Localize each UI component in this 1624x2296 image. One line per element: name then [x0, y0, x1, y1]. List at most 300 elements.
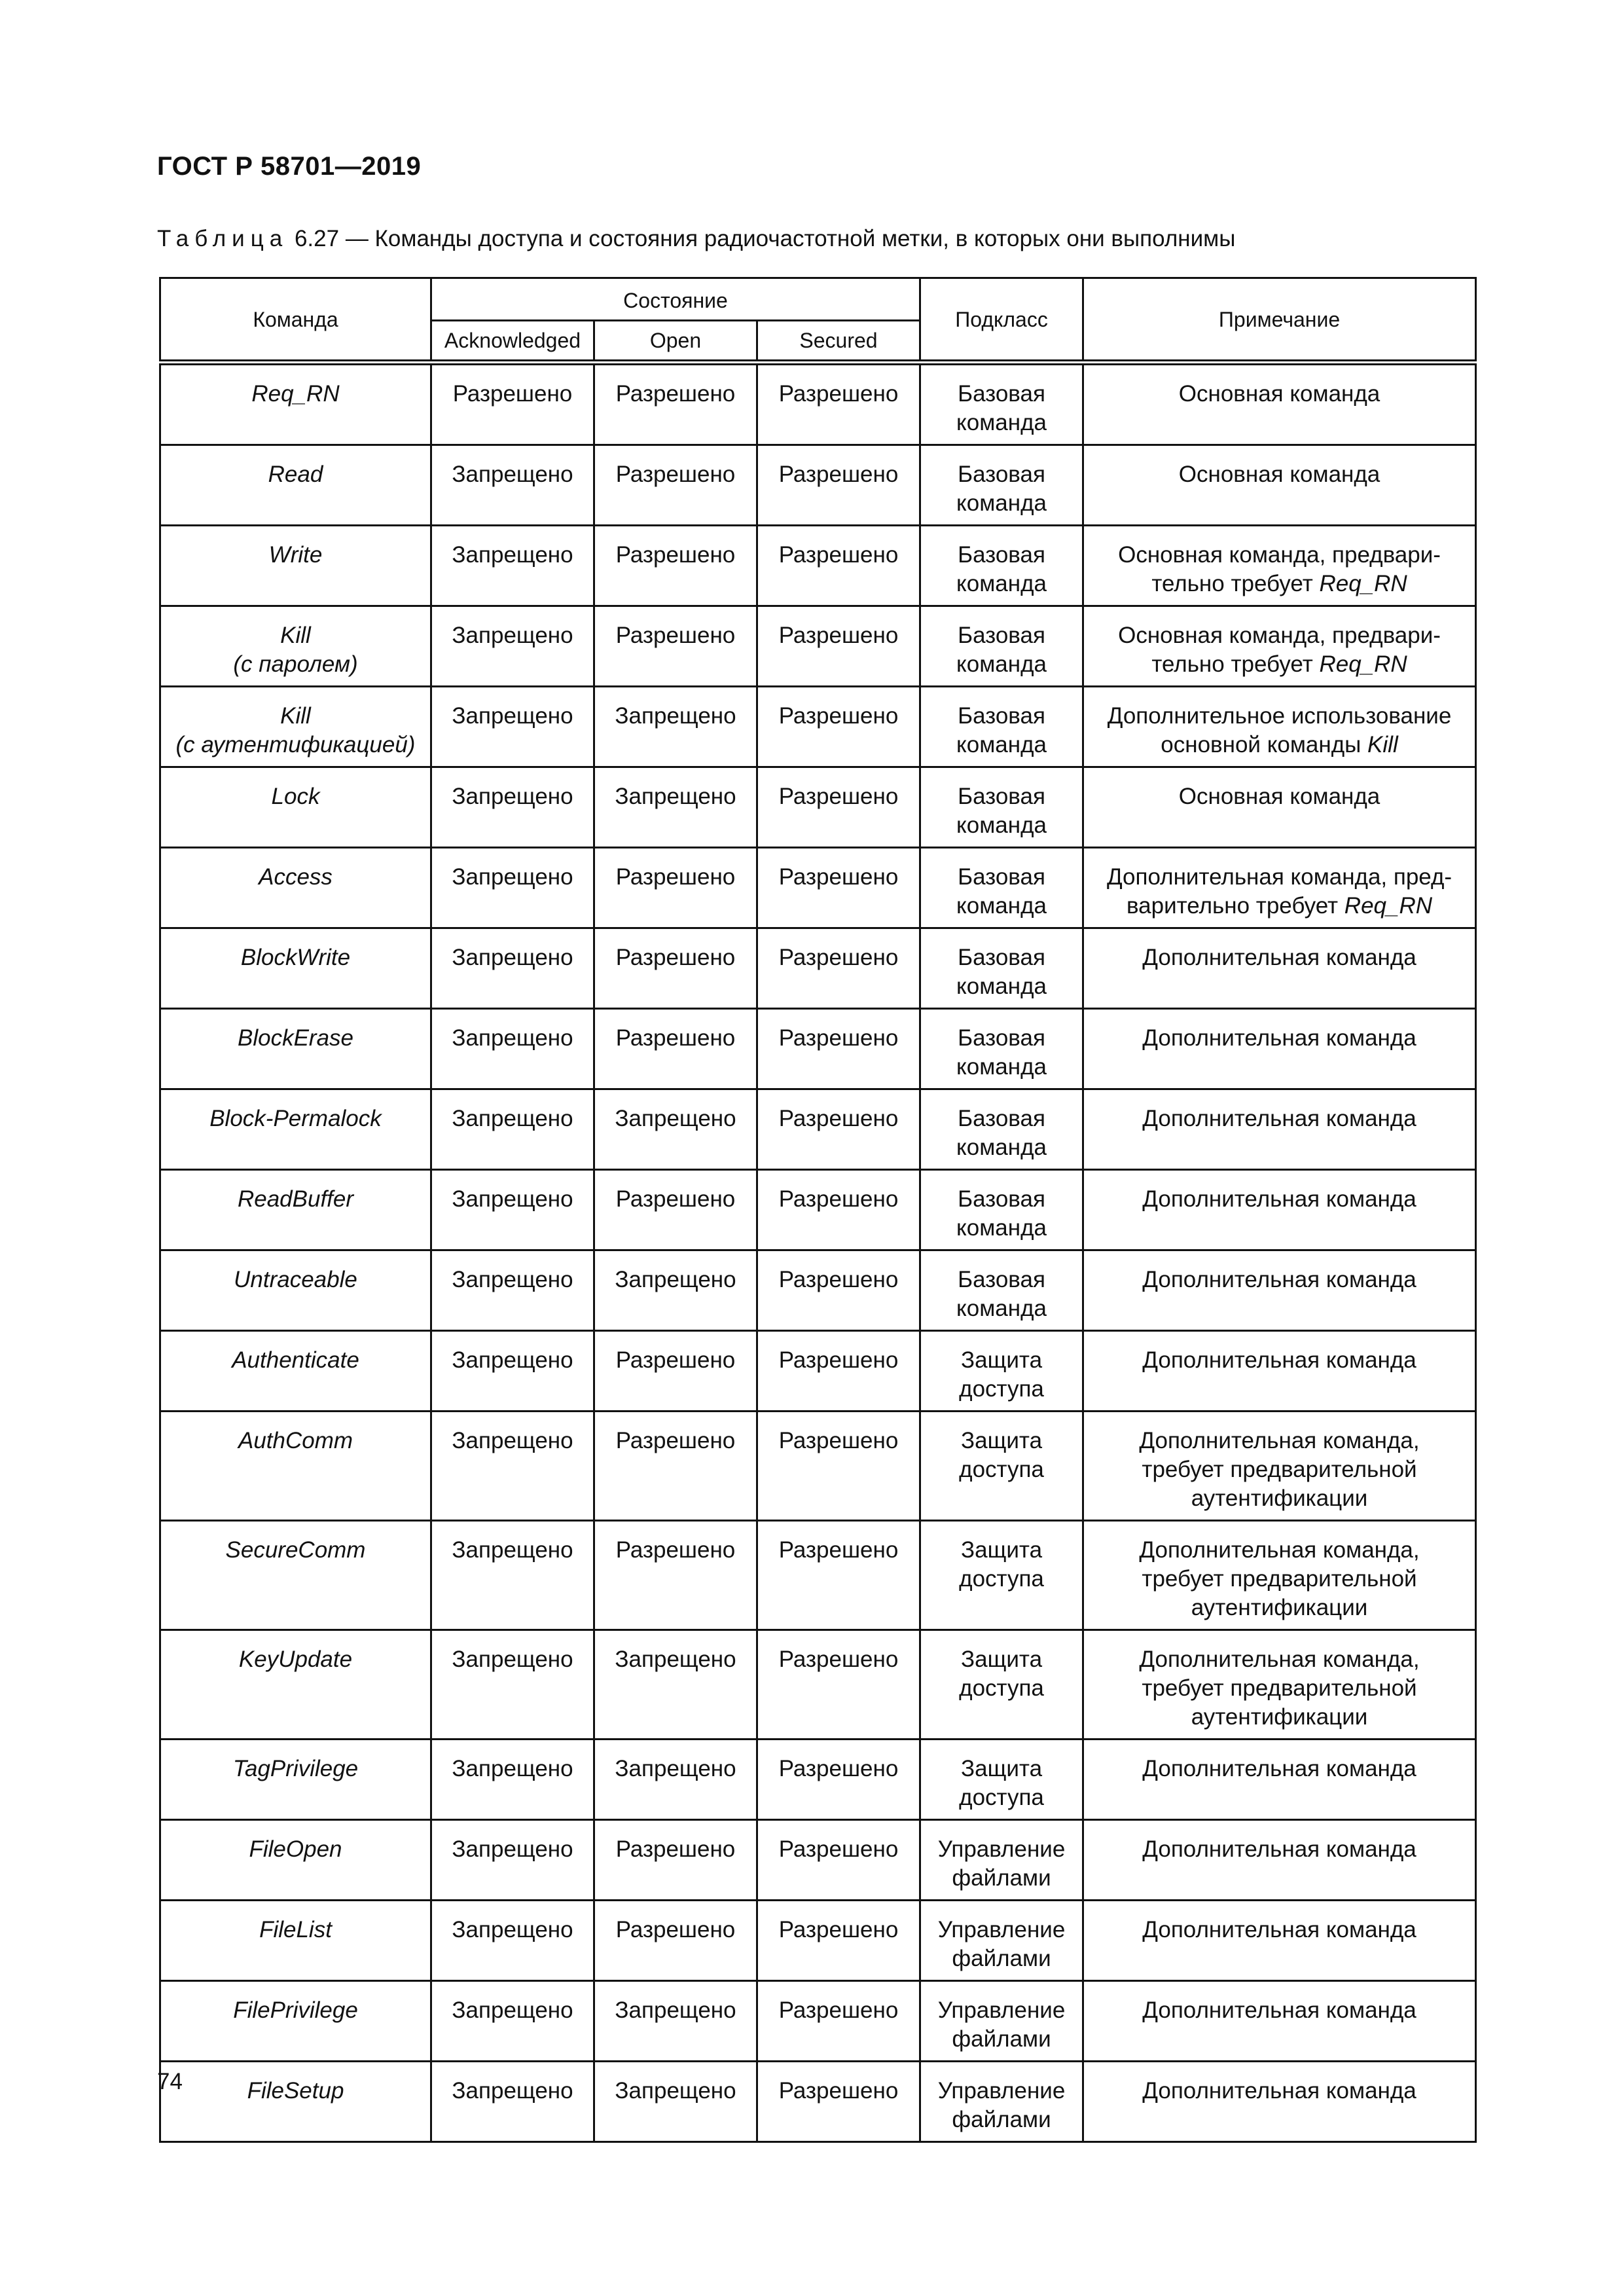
command-name: Read — [268, 462, 323, 487]
note-command-ref: Req_RN — [1344, 893, 1433, 919]
cell-open — [594, 1170, 757, 1250]
command-name: ReadBuffer — [237, 1186, 354, 1212]
cell-secured — [757, 848, 920, 928]
subclass-line: файлами — [952, 1865, 1051, 1891]
cell-secured — [757, 1089, 920, 1170]
cell-open — [594, 1981, 757, 2062]
cell-subclass — [920, 2062, 1083, 2142]
state-value: Разрешено — [615, 864, 736, 890]
command-qualifier: (с аутентификацией) — [175, 732, 416, 757]
cell-open — [594, 1521, 757, 1630]
cell-command — [160, 1820, 431, 1901]
cell-open — [594, 1740, 757, 1820]
cell-subclass — [920, 1740, 1083, 1820]
subclass-line: доступа — [959, 1675, 1044, 1701]
cell-note — [1083, 1521, 1476, 1630]
state-value: Разрешено — [778, 784, 899, 809]
cell-open — [594, 445, 757, 526]
cell-acknowledged — [431, 1740, 594, 1820]
state-value: Разрешено — [615, 1836, 736, 1862]
cell-command — [160, 1009, 431, 1089]
subclass-line: Базовая — [958, 1106, 1045, 1131]
cell-note — [1083, 363, 1476, 445]
cell-command — [160, 1740, 431, 1820]
cell-acknowledged — [431, 767, 594, 848]
note-line: Основная команда, предвари- — [1118, 542, 1441, 568]
cell-acknowledged — [431, 848, 594, 928]
cell-open — [594, 526, 757, 606]
note-line: Дополнительная команда — [1142, 1347, 1416, 1373]
header-secured: Secured — [757, 321, 920, 363]
cell-subclass — [920, 1331, 1083, 1412]
cell-note — [1083, 1331, 1476, 1412]
subclass-line: команда — [956, 812, 1047, 838]
table-row — [160, 848, 1476, 928]
cell-subclass — [920, 1412, 1083, 1521]
cell-subclass — [920, 1521, 1083, 1630]
subclass-line: команда — [956, 732, 1047, 757]
state-value: Разрешено — [778, 381, 899, 407]
cell-note — [1083, 445, 1476, 526]
cell-subclass — [920, 1170, 1083, 1250]
state-value: Запрещено — [452, 2078, 573, 2104]
state-value: Запрещено — [615, 1647, 736, 1672]
page-number: 74 — [157, 2069, 183, 2094]
cell-secured — [757, 1901, 920, 1981]
table-row — [160, 1170, 1476, 1250]
note-line: Дополнительная команда — [1142, 1025, 1416, 1051]
cell-command — [160, 1412, 431, 1521]
cell-command — [160, 1901, 431, 1981]
cell-acknowledged — [431, 1250, 594, 1331]
state-value: Разрешено — [778, 1997, 899, 2023]
command-name: Lock — [271, 784, 320, 809]
state-value: Разрешено — [615, 1537, 736, 1563]
table-row — [160, 767, 1476, 848]
state-value: Разрешено — [615, 542, 736, 568]
state-value: Разрешено — [778, 462, 899, 487]
state-value: Разрешено — [452, 381, 573, 407]
state-value: Разрешено — [615, 1186, 736, 1212]
state-value: Запрещено — [452, 1537, 573, 1563]
cell-command — [160, 928, 431, 1009]
state-value: Разрешено — [778, 1025, 899, 1051]
note-line: тельно требует — [1151, 571, 1320, 596]
state-value: Запрещено — [452, 784, 573, 809]
subclass-line: команда — [956, 1296, 1047, 1321]
state-value: Разрешено — [615, 945, 736, 970]
state-value: Разрешено — [778, 1756, 899, 1781]
cell-acknowledged — [431, 1412, 594, 1521]
cell-subclass — [920, 687, 1083, 767]
state-value: Запрещено — [452, 1347, 573, 1373]
header-note: Примечание — [1083, 278, 1476, 363]
cell-secured — [757, 687, 920, 767]
state-value: Разрешено — [778, 2078, 899, 2104]
note-line: варительно требует — [1126, 893, 1344, 919]
cell-secured — [757, 1170, 920, 1250]
table-caption — [157, 226, 1235, 252]
note-line: Дополнительное использование — [1107, 703, 1452, 729]
command-name: FileList — [259, 1917, 332, 1942]
cell-acknowledged — [431, 1630, 594, 1740]
state-value: Разрешено — [778, 1347, 899, 1373]
note-line: аутентификации — [1191, 1485, 1368, 1511]
cell-subclass — [920, 1009, 1083, 1089]
cell-command — [160, 1089, 431, 1170]
cell-acknowledged — [431, 1521, 594, 1630]
cell-secured — [757, 1250, 920, 1331]
cell-subclass — [920, 848, 1083, 928]
table-row — [160, 2062, 1476, 2142]
subclass-line: команда — [956, 1135, 1047, 1160]
table-row — [160, 1820, 1476, 1901]
cell-open — [594, 1901, 757, 1981]
header-command: Команда — [160, 278, 431, 363]
subclass-line: команда — [956, 651, 1047, 677]
cell-command — [160, 2062, 431, 2142]
table-row — [160, 1740, 1476, 1820]
cell-command — [160, 1250, 431, 1331]
table-row — [160, 1331, 1476, 1412]
note-line: Дополнительная команда, — [1139, 1537, 1420, 1563]
table-row — [160, 1412, 1476, 1521]
cell-note — [1083, 1250, 1476, 1331]
subclass-line: Защита — [960, 1756, 1043, 1781]
subclass-line: команда — [956, 1054, 1047, 1080]
note-line: Основная команда — [1178, 784, 1380, 809]
cell-subclass — [920, 1981, 1083, 2062]
state-value: Разрешено — [778, 1186, 899, 1212]
state-value: Запрещено — [452, 1997, 573, 2023]
subclass-line: Базовая — [958, 1025, 1045, 1051]
note-line: Дополнительная команда, — [1139, 1647, 1420, 1672]
note-line: Дополнительная команда — [1142, 1186, 1416, 1212]
cell-command — [160, 848, 431, 928]
table-row — [160, 1009, 1476, 1089]
state-value: Разрешено — [615, 1025, 736, 1051]
header-acknowledged: Acknowledged — [431, 321, 594, 363]
cell-acknowledged — [431, 1820, 594, 1901]
cell-secured — [757, 1412, 920, 1521]
cell-secured — [757, 526, 920, 606]
cell-acknowledged — [431, 445, 594, 526]
cell-secured — [757, 2062, 920, 2142]
subclass-line: команда — [956, 974, 1047, 999]
header-state: Состояние — [431, 278, 920, 321]
subclass-line: Базовая — [958, 784, 1045, 809]
state-value: Разрешено — [778, 542, 899, 568]
note-line: Дополнительная команда — [1142, 1997, 1416, 2023]
cell-secured — [757, 445, 920, 526]
state-value: Запрещено — [452, 703, 573, 729]
cell-command — [160, 1630, 431, 1740]
note-line: Основная команда — [1178, 381, 1380, 407]
cell-note — [1083, 1901, 1476, 1981]
note-line: Дополнительная команда — [1142, 1836, 1416, 1862]
table-row — [160, 1901, 1476, 1981]
subclass-line: Базовая — [958, 462, 1045, 487]
cell-command — [160, 1981, 431, 2062]
state-value: Разрешено — [615, 623, 736, 648]
cell-open — [594, 687, 757, 767]
note-line: Дополнительная команда, — [1139, 1428, 1420, 1453]
state-value: Разрешено — [778, 623, 899, 648]
subclass-line: Базовая — [958, 703, 1045, 729]
state-value: Запрещено — [452, 1186, 573, 1212]
note-line: Дополнительная команда — [1142, 1267, 1416, 1292]
subclass-line: Защита — [960, 1647, 1043, 1672]
cell-secured — [757, 1331, 920, 1412]
table-row — [160, 363, 1476, 445]
note-line: Основная команда, предвари- — [1118, 623, 1441, 648]
cell-acknowledged — [431, 2062, 594, 2142]
subclass-line: команда — [956, 490, 1047, 516]
subclass-line: Базовая — [958, 945, 1045, 970]
note-line: основной команды — [1161, 732, 1368, 757]
state-value: Запрещено — [452, 1267, 573, 1292]
subclass-line: команда — [956, 893, 1047, 919]
table-row — [160, 1250, 1476, 1331]
header-subclass: Подкласс — [920, 278, 1083, 363]
cell-command — [160, 1331, 431, 1412]
cell-subclass — [920, 606, 1083, 687]
state-value: Разрешено — [778, 1836, 899, 1862]
subclass-line: доступа — [959, 1566, 1044, 1592]
state-value: Запрещено — [615, 1756, 736, 1781]
cell-command — [160, 363, 431, 445]
subclass-line: команда — [956, 571, 1047, 596]
note-line: требует предварительной — [1142, 1566, 1417, 1592]
cell-note — [1083, 1630, 1476, 1740]
state-value: Запрещено — [615, 1997, 736, 2023]
cell-command — [160, 445, 431, 526]
cell-command — [160, 606, 431, 687]
state-value: Запрещено — [452, 623, 573, 648]
subclass-line: Управление — [937, 2078, 1066, 2104]
cell-secured — [757, 1981, 920, 2062]
cell-subclass — [920, 1630, 1083, 1740]
cell-acknowledged — [431, 606, 594, 687]
state-value: Разрешено — [778, 1917, 899, 1942]
subclass-line: Защита — [960, 1347, 1043, 1373]
cell-note — [1083, 1740, 1476, 1820]
cell-note — [1083, 1170, 1476, 1250]
header-open: Open — [594, 321, 757, 363]
state-value: Запрещено — [615, 703, 736, 729]
cell-note — [1083, 1009, 1476, 1089]
table-row — [160, 445, 1476, 526]
state-value: Запрещено — [452, 1106, 573, 1131]
cell-note — [1083, 767, 1476, 848]
cell-open — [594, 2062, 757, 2142]
state-value: Разрешено — [615, 381, 736, 407]
state-value: Запрещено — [452, 1756, 573, 1781]
state-value: Запрещено — [615, 1106, 736, 1131]
cell-acknowledged — [431, 1170, 594, 1250]
cell-acknowledged — [431, 687, 594, 767]
cell-secured — [757, 1009, 920, 1089]
cell-open — [594, 363, 757, 445]
state-value: Разрешено — [778, 1106, 899, 1131]
cell-secured — [757, 606, 920, 687]
command-name: Block-Permalock — [209, 1106, 382, 1131]
table-row — [160, 928, 1476, 1009]
command-name: BlockErase — [237, 1025, 354, 1051]
command-name: Kill — [280, 703, 311, 729]
state-value: Запрещено — [615, 784, 736, 809]
cell-open — [594, 1331, 757, 1412]
note-line: требует предварительной — [1142, 1675, 1417, 1701]
subclass-line: доступа — [959, 1457, 1044, 1482]
subclass-line: доступа — [959, 1376, 1044, 1402]
cell-command — [160, 526, 431, 606]
state-value: Разрешено — [778, 1647, 899, 1672]
cell-open — [594, 1412, 757, 1521]
cell-secured — [757, 928, 920, 1009]
table-row — [160, 1521, 1476, 1630]
table-caption-text: 6.27 — Команды доступа и состояния радиочастотной метки, в которых они выполнимы — [294, 226, 1236, 251]
state-value: Запрещено — [452, 864, 573, 890]
cell-acknowledged — [431, 1901, 594, 1981]
subclass-line: Базовая — [958, 381, 1045, 407]
subclass-line: Защита — [960, 1537, 1043, 1563]
note-command-ref: Kill — [1367, 732, 1398, 757]
cell-open — [594, 928, 757, 1009]
command-name: Write — [268, 542, 323, 568]
state-value: Запрещено — [615, 1267, 736, 1292]
state-value: Запрещено — [452, 945, 573, 970]
cell-command — [160, 1170, 431, 1250]
subclass-line: Базовая — [958, 542, 1045, 568]
state-value: Разрешено — [778, 703, 899, 729]
state-value: Запрещено — [452, 1836, 573, 1862]
cell-secured — [757, 1630, 920, 1740]
command-name: Req_RN — [251, 381, 340, 407]
cell-subclass — [920, 363, 1083, 445]
subclass-line: файлами — [952, 2026, 1051, 2052]
command-name: FilePrivilege — [233, 1997, 358, 2023]
note-line: аутентификации — [1191, 1704, 1368, 1730]
state-value: Разрешено — [778, 1267, 899, 1292]
note-line: Дополнительная команда, пред- — [1106, 864, 1453, 890]
cell-open — [594, 1089, 757, 1170]
command-name: Authenticate — [232, 1347, 359, 1373]
note-line: требует предварительной — [1142, 1457, 1417, 1482]
note-command-ref: Req_RN — [1319, 571, 1407, 596]
state-value: Разрешено — [615, 1347, 736, 1373]
subclass-line: файлами — [952, 1946, 1051, 1971]
cell-secured — [757, 363, 920, 445]
cell-subclass — [920, 1820, 1083, 1901]
state-value: Запрещено — [452, 1647, 573, 1672]
cell-subclass — [920, 1901, 1083, 1981]
cell-subclass — [920, 445, 1083, 526]
note-line: Дополнительная команда — [1142, 945, 1416, 970]
command-name: BlockWrite — [240, 945, 351, 970]
cell-note — [1083, 687, 1476, 767]
subclass-line: Базовая — [958, 864, 1045, 890]
command-name: FileSetup — [247, 2078, 344, 2104]
command-name: FileOpen — [249, 1836, 342, 1862]
cell-note — [1083, 1820, 1476, 1901]
note-command-ref: Req_RN — [1319, 651, 1407, 677]
table-body — [160, 363, 1476, 2142]
document-header: ГОСТ Р 58701—2019 — [157, 152, 422, 181]
note-line: Основная команда — [1178, 462, 1380, 487]
note-line: аутентификации — [1191, 1595, 1368, 1620]
cell-open — [594, 1630, 757, 1740]
table-row — [160, 687, 1476, 767]
subclass-line: Базовая — [958, 623, 1045, 648]
command-name: Untraceable — [234, 1267, 357, 1292]
state-value: Разрешено — [778, 1537, 899, 1563]
cell-acknowledged — [431, 1331, 594, 1412]
cell-command — [160, 767, 431, 848]
subclass-line: Управление — [937, 1997, 1066, 2023]
cell-acknowledged — [431, 928, 594, 1009]
cell-open — [594, 848, 757, 928]
cell-open — [594, 1250, 757, 1331]
command-name: KeyUpdate — [238, 1647, 353, 1672]
state-value: Запрещено — [452, 462, 573, 487]
command-name: SecureComm — [225, 1537, 366, 1563]
subclass-line: Управление — [937, 1917, 1066, 1942]
cell-open — [594, 767, 757, 848]
note-line: Дополнительная команда — [1142, 2078, 1416, 2104]
subclass-line: команда — [956, 410, 1047, 435]
cell-open — [594, 1009, 757, 1089]
subclass-line: Базовая — [958, 1267, 1045, 1292]
cell-note — [1083, 848, 1476, 928]
subclass-line: команда — [956, 1215, 1047, 1241]
note-line: Дополнительная команда — [1142, 1106, 1416, 1131]
state-value: Запрещено — [452, 1025, 573, 1051]
subclass-line: Базовая — [958, 1186, 1045, 1212]
command-name: Kill — [280, 623, 311, 648]
note-line: Дополнительная команда — [1142, 1917, 1416, 1942]
commands-table — [159, 277, 1477, 2143]
state-value: Разрешено — [615, 462, 736, 487]
cell-note — [1083, 928, 1476, 1009]
cell-secured — [757, 1820, 920, 1901]
cell-subclass — [920, 526, 1083, 606]
table-row — [160, 1981, 1476, 2062]
state-value: Запрещено — [615, 2078, 736, 2104]
state-value: Запрещено — [452, 1917, 573, 1942]
cell-note — [1083, 1981, 1476, 2062]
cell-acknowledged — [431, 363, 594, 445]
command-name: TagPrivilege — [232, 1756, 359, 1781]
cell-secured — [757, 1521, 920, 1630]
command-name: Access — [259, 864, 333, 890]
cell-subclass — [920, 1089, 1083, 1170]
cell-subclass — [920, 767, 1083, 848]
table-row — [160, 1089, 1476, 1170]
cell-subclass — [920, 928, 1083, 1009]
cell-command — [160, 1521, 431, 1630]
cell-note — [1083, 606, 1476, 687]
state-value: Запрещено — [452, 542, 573, 568]
state-value: Разрешено — [778, 945, 899, 970]
cell-subclass — [920, 1250, 1083, 1331]
cell-secured — [757, 767, 920, 848]
cell-acknowledged — [431, 526, 594, 606]
cell-note — [1083, 526, 1476, 606]
cell-open — [594, 606, 757, 687]
command-name: AuthComm — [238, 1428, 353, 1453]
cell-command — [160, 687, 431, 767]
